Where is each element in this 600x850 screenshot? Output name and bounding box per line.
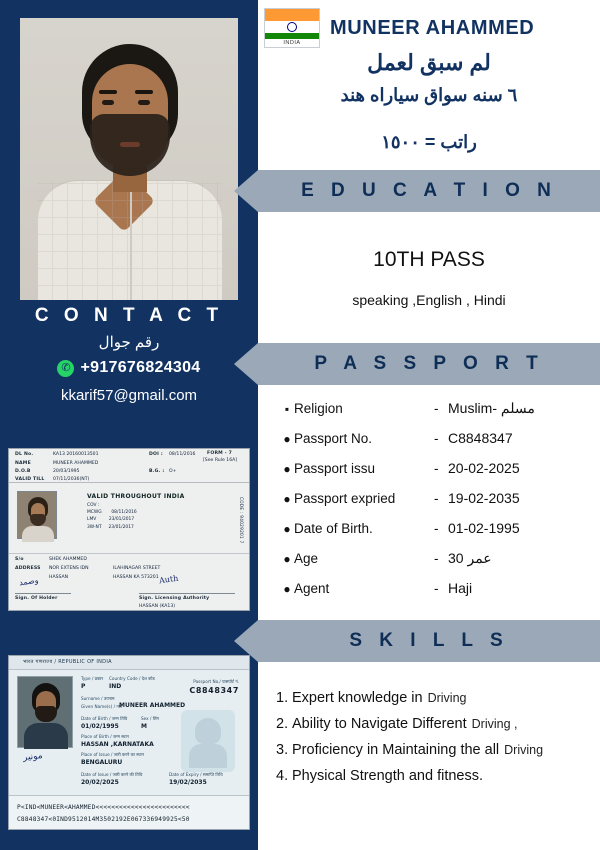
passport-dob-value: 01/02/1995 [81,723,119,730]
licence-divider [9,553,249,554]
licence-slo-value: SHEK AHAMMED [49,557,87,562]
licence-valid-value: 07/11/2036(NT) [53,477,90,482]
passport-number-value: C8848347 [189,686,239,695]
passport-row-value: 30 عمر [448,550,492,566]
profile-photo [20,18,238,300]
licence-slo-label: S/o [15,557,24,562]
licence-bg-value: O+ [169,469,177,474]
table-row [280,460,590,490]
contact-phone: +917676824304 [80,359,201,376]
passport-doi-label: Date of Issue / जारी करने की तिथि [81,772,143,777]
bullet-dot-icon: ● [283,522,291,536]
licence-cov-class-1: MCWG [87,510,102,516]
passport-scan-header-text: भारत गणराज्य / REPUBLIC OF INDIA [23,659,112,665]
passport-row-value: C8848347 [448,430,513,446]
licence-holder-sign-line [15,593,71,594]
skills-band [258,620,600,662]
licence-name-label: NAME [15,461,31,466]
passport-scan-header [9,656,249,670]
licence-authority-place: HASSAN (KA13) [139,604,176,609]
passport-row-dash: - [434,461,439,476]
passport-row-dash: - [434,431,439,446]
contact-phone-row[interactable] [0,359,258,377]
bullet-dot-icon: ● [283,552,291,566]
education-band-arrow [234,170,258,212]
passport-band-label: P A S S P O R T [314,353,544,374]
skill-subtext: Driving [504,743,544,757]
licence-cov-doi-2: 23/01/2017 [108,517,135,523]
licence-code-vertical: CODE : 94029201 7 [239,497,244,544]
passport-scan-photo [17,676,73,748]
passport-pob-label: Place of Birth / जन्म स्थान [81,734,129,739]
licence-authority-signature: Auth [158,573,179,586]
passport-pob-value: HASSAN ,KARNATAKA [81,741,154,748]
licence-holder-signature: وصمد [18,575,40,588]
left-sidebar [0,0,258,850]
licence-dlno-label: DL No. [15,452,34,457]
passport-row-label: Religion [294,401,343,416]
licence-address-line1: NOR EXTENS IDN [49,566,89,571]
list-item [276,742,596,758]
passport-signature: مونير [22,750,44,764]
photo-eyebrow-right [135,90,153,94]
licence-address-line4: HASSAN KA 573201 [113,575,159,580]
right-content [258,0,600,850]
table-row [280,550,590,580]
licence-dob-label: D.O.B [15,469,31,474]
skill-text: Ability to Navigate Different [292,716,467,732]
photo-shirt [38,180,222,300]
passport-row-dash: - [434,401,439,416]
skill-number: 1. [276,690,289,706]
passport-band [258,343,600,385]
licence-dob-value: 20/03/1995 [53,469,80,474]
arabic-salary: راتب = ١٥٠٠ [381,132,477,152]
skill-number: 3. [276,742,289,758]
licence-cov-class-2: LMV [87,517,97,523]
education-band-label: E D U C A T I O N [301,180,557,201]
photo-shirt-placket [130,181,132,300]
licence-cov-doi-1: 08/11/2016 [111,510,137,516]
licence-holder-sign-label: Sign. Of Holder [15,596,58,601]
passport-surname-label: Surname / उपनाम [81,696,115,701]
passport-row-dash: - [434,521,439,536]
passport-details-list [280,400,590,610]
passport-number-label: Passport No./ पासपोर्ट नं. [193,679,239,684]
skills-list [276,690,596,794]
photo-eyebrow-left [99,90,117,94]
passport-row-dash: - [434,551,439,566]
list-item [276,768,596,784]
contact-section [0,305,258,404]
india-flag-icon [264,8,320,48]
licence-authority-sign-label: Sign. Licensing Authority [139,596,210,601]
passport-row-value: 19-02-2035 [448,490,520,506]
passport-scan-card [8,655,250,830]
flag-label: INDIA [265,39,319,47]
person-name: MUNEER AHAMMED [330,16,535,39]
passport-row-value: 01-02-1995 [448,520,520,536]
list-item [276,690,596,706]
licence-photo [17,491,57,539]
licence-form-sub: [See Rule 16A] [203,458,238,463]
licence-doi-value: 08/11/2016 [169,452,196,457]
table-row [280,490,590,520]
bullet-dot-icon: ● [283,462,291,476]
passport-dob-label: Date of Birth / जन्म तिथि [81,716,128,721]
passport-doi-value: 20/02/2025 [81,779,119,786]
passport-doe-value: 19/02/2035 [169,779,207,786]
licence-name-value: MUNEER AHAMMED [53,461,99,466]
contact-heading: C O N T A C T [34,305,224,326]
bullet-dot-icon: ● [283,582,291,596]
list-item [276,716,596,732]
passport-row-dash: - [434,491,439,506]
passport-type-value: P [81,683,86,690]
passport-doe-label: Date of Expiry / समाप्ति तिथि [169,772,223,777]
photo-mouth [120,142,140,147]
bullet-dot-icon: ● [283,432,291,446]
licence-address-label: ADDRESS [15,566,41,571]
table-row [280,520,590,550]
skill-text: Proficiency in Maintaining the all [292,742,500,758]
skills-band-label: S K I L L S [349,630,509,651]
skill-subtext: Driving [427,691,467,705]
arabic-experience: ٦ سنه سواق سياراه هند [340,85,518,105]
skill-number: 4. [276,768,289,784]
education-main: 10TH PASS [373,248,485,271]
passport-mrz-line1: P<IND<MUNEER<AHAMMED<<<<<<<<<<<<<<<<<<<<<<<< [17,804,190,811]
licence-form-label: FORM - 7 [207,451,233,456]
education-sub: speaking ,English , Hindi [352,292,506,308]
table-row [280,400,590,430]
table-row [280,580,590,610]
passport-row-label: Date of Birth. [294,521,373,536]
bullet-square-icon: ▪ [284,402,290,416]
passport-row-label: Passport expried [294,491,396,506]
passport-row-label: Passport No. [294,431,373,446]
licence-address-line2: ILAHINAGAR STREET [113,566,161,571]
passport-mrz [9,795,249,829]
skill-subtext: Driving , [471,717,518,731]
passport-sex-label: Sex / लिंग [141,716,159,721]
passport-band-arrow [234,343,258,385]
whatsapp-icon: ✆ [57,360,74,377]
passport-row-label: Passport issu [294,461,376,476]
bullet-dot-icon: ● [283,492,291,506]
driving-licence-card [8,448,250,611]
photo-eye-right [138,100,150,105]
passport-poi-value: BENGALURU [81,759,123,766]
passport-row-dash: - [434,581,439,596]
contact-arabic-label: رقم جوال [98,334,160,351]
licence-valid-banner: VALID THROUGHOUT INDIA [87,493,185,500]
licence-cov-doi-3: 23/01/2017 [108,524,134,530]
arabic-title: لم سبق لعمل [367,50,491,75]
passport-mrz-line2: C8848347<0IND9512014M3502192E067336949925<50 [17,816,190,823]
licence-address-line3: HASSAN [49,575,69,580]
passport-ghost-image [181,710,235,772]
passport-country-value: IND [109,683,122,690]
licence-valid-label: VALID TILL [15,477,45,482]
passport-row-value: Haji [448,580,473,596]
passport-row-label: Agent [294,581,330,596]
table-row [280,430,590,460]
education-band [258,170,600,212]
contact-email[interactable]: kkarif57@gmail.com [60,387,198,404]
passport-given-value: MUNEER AHAMMED [119,702,186,709]
skill-number: 2. [276,716,289,732]
passport-row-value: 20-02-2025 [448,460,520,476]
skill-text: Physical Strength and fitness. [292,768,484,784]
licence-doi-label: DOI : [149,452,163,457]
licence-cov-label: COV : [87,503,100,508]
name-header [264,8,534,48]
passport-given-label: Given Name(s) / नाम [81,704,123,709]
passport-type-label: Type / प्रकार [81,676,104,681]
licence-authority-sign-line [139,593,235,594]
skills-band-arrow [234,620,258,662]
passport-country-label: Country Code / देश कोड [109,676,155,681]
licence-bg-label: B.G. : [149,469,165,474]
passport-poi-label: Place of Issue / जारी करने का स्थान [81,752,144,757]
passport-sex-value: M [141,723,147,730]
passport-row-label: Age [294,551,319,566]
skill-text: Expert knowledge in [292,690,423,706]
passport-row-value: Muslim- مسلم [448,400,535,416]
licence-dlno-value: KA13 20160013501 [53,452,99,457]
licence-cov-class-3: 3W-NT [87,524,102,530]
photo-eye-left [102,100,114,105]
licence-cov-table [87,503,137,532]
